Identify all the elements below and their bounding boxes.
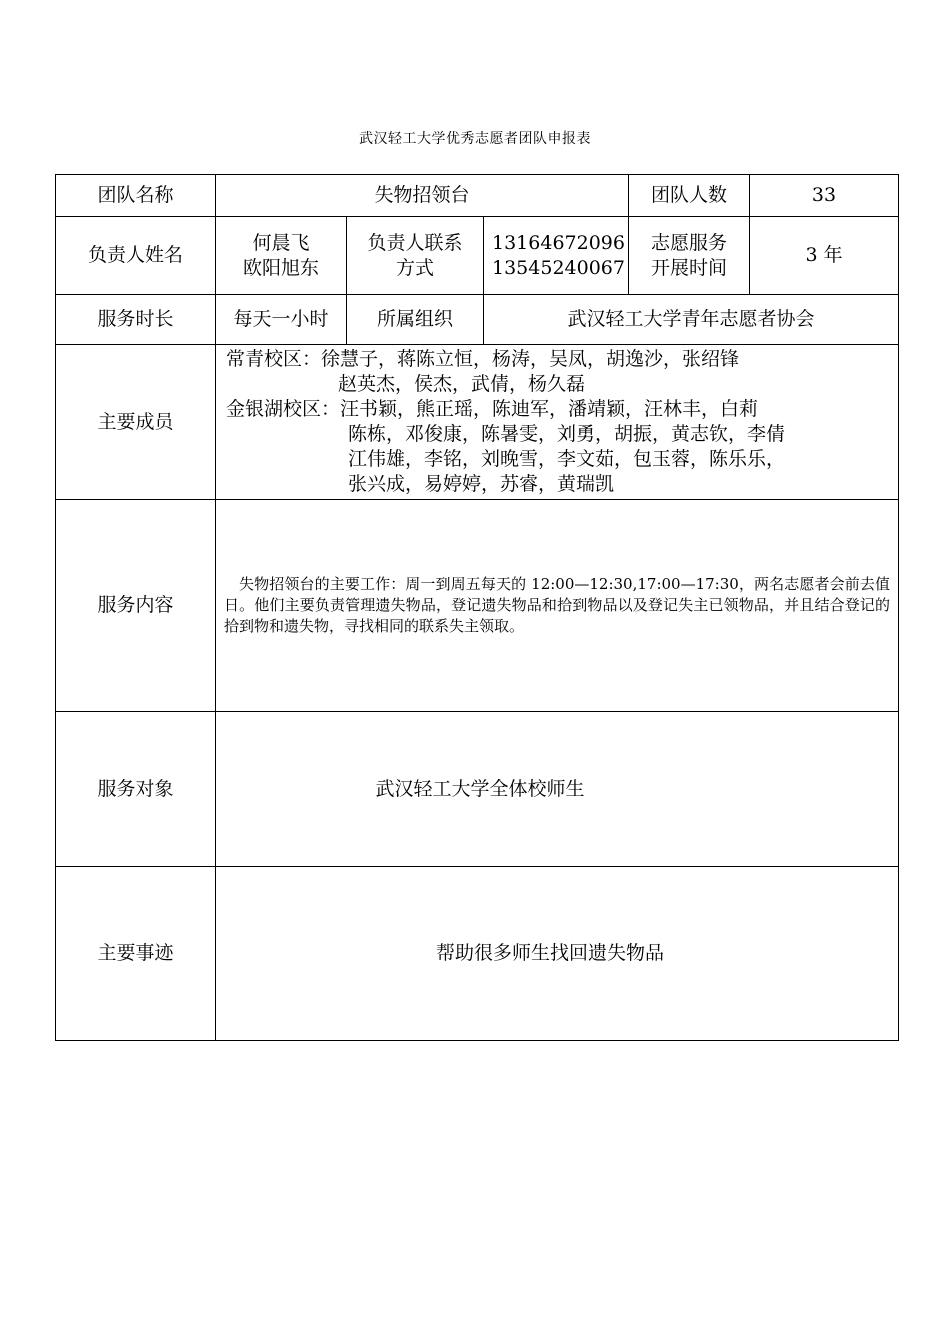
contact-label <box>347 217 484 295</box>
leader-name-1: 何晨飞 <box>252 231 310 254</box>
service-hours-value: 每天一小时 <box>216 295 347 345</box>
service-content-text: 失物招领台的主要工作：周一到周五每天的 12:00—12:30,17:00—17:30，两名志愿者会前去值日。他们主要负责管理遗失物品，登记遗失物品和拾到物品以及登记失主已领物品，并且结合登记的拾到物和遗失物，寻找相同的联系失主领取。 <box>224 575 891 635</box>
service-content-cell <box>216 500 899 712</box>
service-content-label: 服务内容 <box>56 500 216 712</box>
members-line-3: 金银湖校区：汪书颖，熊正瑶，陈迪军，潘靖颖，汪林丰，白莉 <box>226 398 759 420</box>
duration-label-line-2: 开展时间 <box>651 256 728 279</box>
row-team-name <box>56 175 899 217</box>
duration-label <box>629 217 750 295</box>
row-service-hours <box>56 295 899 345</box>
contact-label-line-1: 负责人联系 <box>367 231 463 254</box>
members-label: 主要成员 <box>56 345 216 500</box>
leader-name-2: 欧阳旭东 <box>242 256 319 279</box>
row-leader <box>56 217 899 295</box>
contact-phones <box>484 217 629 295</box>
organization-value: 武汉轻工大学青年志愿者协会 <box>484 295 899 345</box>
row-service-target <box>56 712 899 867</box>
row-members <box>56 345 899 500</box>
phone-1: 13164672096 <box>492 231 625 254</box>
row-main-deeds <box>56 867 899 1041</box>
leader-label: 负责人姓名 <box>56 217 216 295</box>
duration-label-line-1: 志愿服务 <box>651 231 728 254</box>
members-line-2: 赵英杰，侯杰，武倩，杨久磊 <box>338 373 586 395</box>
members-line-5: 江伟雄，李铭，刘晚雪，李文茹，包玉蓉，陈乐乐， <box>348 448 786 470</box>
team-size-value: 33 <box>750 175 899 217</box>
members-line-6: 张兴成，易婷婷，苏睿，黄瑞凯 <box>348 473 615 495</box>
members-line-4: 陈栋，邓俊康，陈暑雯，刘勇，胡振，黄志钦，李倩 <box>348 423 786 445</box>
team-size-label: 团队人数 <box>629 175 750 217</box>
row-service-content <box>56 500 899 712</box>
main-deeds-label: 主要事迹 <box>56 867 216 1041</box>
service-target-value: 武汉轻工大学全体校师生 <box>216 712 899 867</box>
organization-label: 所属组织 <box>347 295 484 345</box>
service-hours-label: 服务时长 <box>56 295 216 345</box>
team-name-value: 失物招领台 <box>216 175 629 217</box>
contact-label-line-2: 方式 <box>395 256 434 279</box>
members-line-1: 常青校区：徐慧子，蒋陈立恒，杨涛，吴凤，胡逸沙，张绍锋 <box>226 348 740 370</box>
duration-value: 3 年 <box>750 217 899 295</box>
application-form-table <box>55 174 899 1041</box>
leader-names <box>216 217 347 295</box>
members-list <box>216 345 899 500</box>
page-title: 武汉轻工大学优秀志愿者团队申报表 <box>359 131 591 147</box>
service-target-label: 服务对象 <box>56 712 216 867</box>
phone-2: 13545240067 <box>492 256 625 279</box>
team-name-label: 团队名称 <box>56 175 216 217</box>
main-deeds-value: 帮助很多师生找回遗失物品 <box>216 867 899 1041</box>
